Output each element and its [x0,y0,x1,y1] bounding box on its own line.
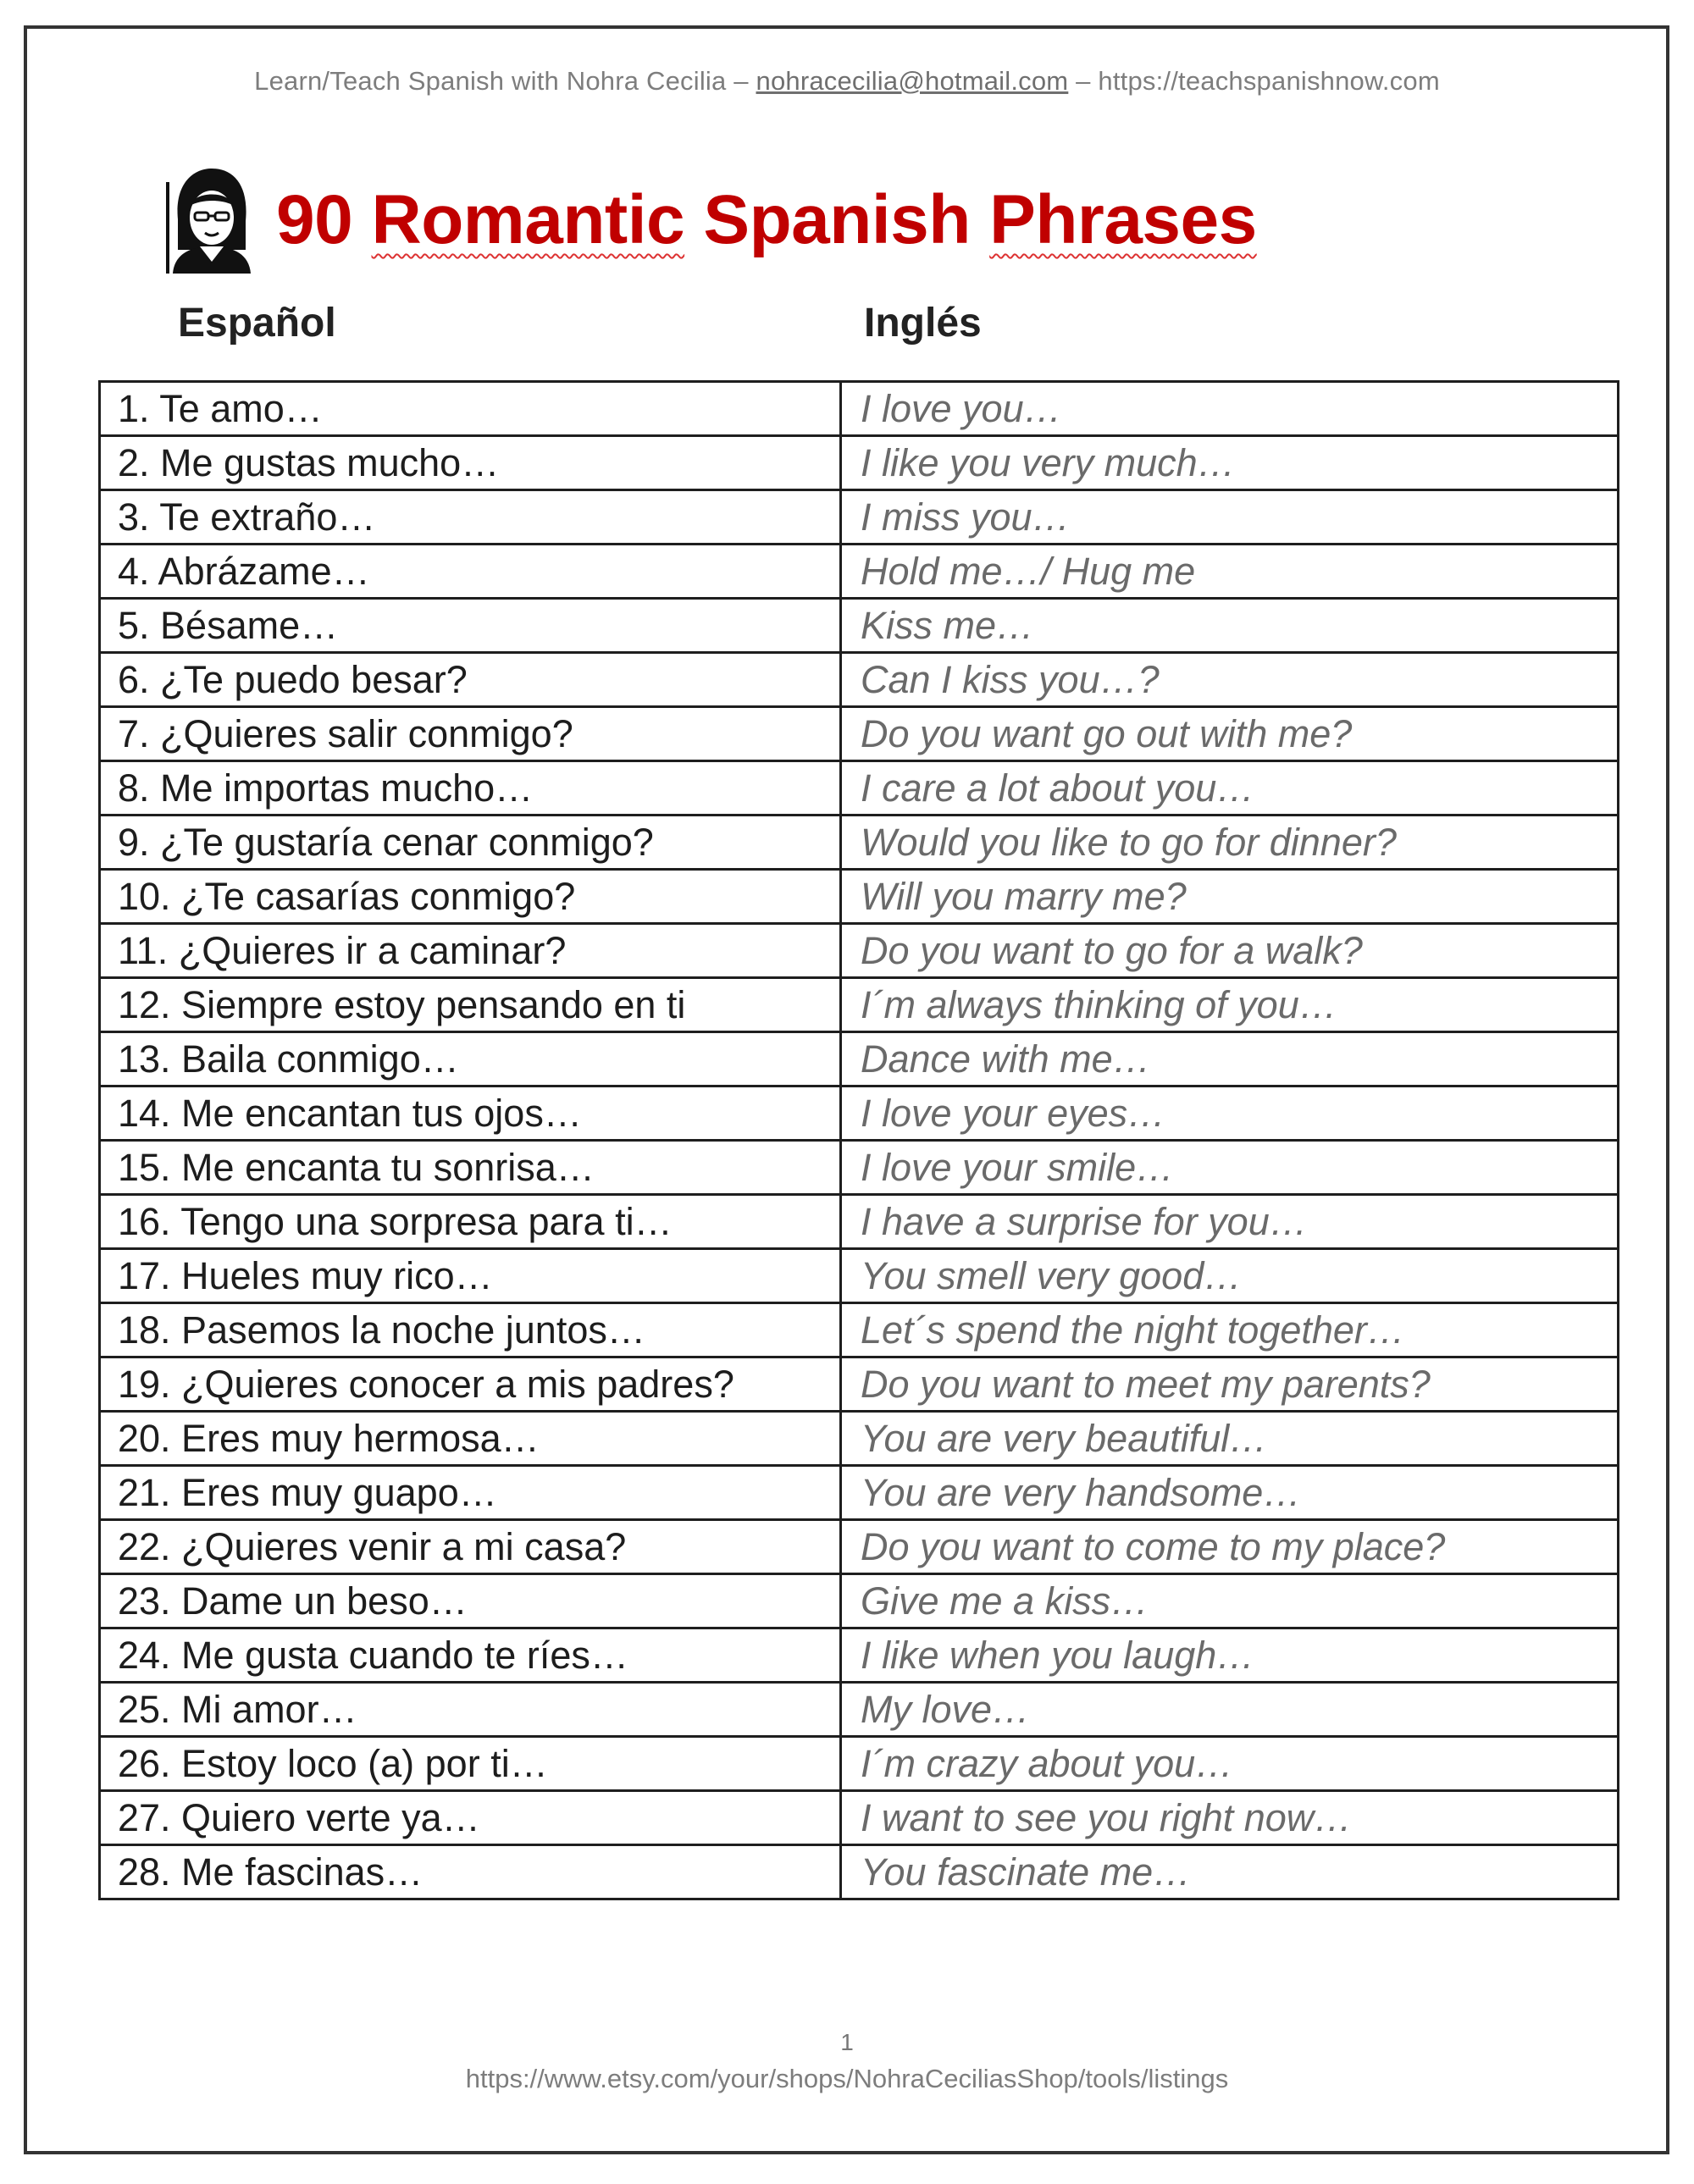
table-row [100,1357,1619,1412]
table-row [100,436,1619,490]
spanish-phrase-cell: 8. Me importas mucho… [100,761,841,816]
english-translation-cell: I have a surprise for you… [841,1195,1619,1249]
spanish-phrase-cell: 1. Te amo… [100,382,841,436]
spanish-phrase-cell: 6. ¿Te puedo besar? [100,653,841,707]
table-row [100,490,1619,545]
table-row [100,653,1619,707]
spanish-phrase-cell: 20. Eres muy hermosa… [100,1412,841,1466]
page-header [0,66,1694,97]
table-row [100,707,1619,761]
table-row [100,1628,1619,1683]
table-row [100,1466,1619,1520]
english-translation-cell: I love your smile… [841,1141,1619,1195]
spanish-phrase-cell: 16. Tengo una sorpresa para ti… [100,1195,841,1249]
english-translation-cell: I like when you laugh… [841,1628,1619,1683]
table-row [100,924,1619,978]
teacher-avatar-icon [161,165,261,275]
table-row [100,599,1619,653]
english-translation-cell: I like you very much… [841,436,1619,490]
spanish-phrase-cell: 17. Hueles muy rico… [100,1249,841,1303]
spanish-phrase-cell: 21. Eres muy guapo… [100,1466,841,1520]
english-translation-cell: Do you want to go for a walk? [841,924,1619,978]
title-word-phrases: Phrases [989,181,1257,258]
spanish-phrase-cell: 24. Me gusta cuando te ríes… [100,1628,841,1683]
spanish-phrase-cell: 10. ¿Te casarías conmigo? [100,870,841,924]
spanish-phrase-cell: 25. Mi amor… [100,1683,841,1737]
table-row [100,870,1619,924]
english-translation-cell: Would you like to go for dinner? [841,816,1619,870]
english-translation-cell: You are very beautiful… [841,1412,1619,1466]
table-row [100,1303,1619,1357]
english-translation-cell: Dance with me… [841,1032,1619,1086]
english-translation-cell: I love you… [841,382,1619,436]
header-email-link[interactable]: nohracecilia@hotmail.com [756,66,1069,96]
table-row [100,1683,1619,1737]
spanish-phrase-cell: 12. Siempre estoy pensando en ti [100,978,841,1032]
english-translation-cell: I love your eyes… [841,1086,1619,1141]
header-prefix: Learn/Teach Spanish with Nohra Cecilia – [254,66,756,96]
spanish-phrase-cell: 26. Estoy loco (a) por ti… [100,1737,841,1791]
spanish-phrase-cell: 11. ¿Quieres ir a caminar? [100,924,841,978]
table-row [100,1195,1619,1249]
english-translation-cell: Kiss me… [841,599,1619,653]
english-translation-cell: I´m crazy about you… [841,1737,1619,1791]
spanish-phrase-cell: 14. Me encantan tus ojos… [100,1086,841,1141]
english-translation-cell: I´m always thinking of you… [841,978,1619,1032]
table-row [100,1086,1619,1141]
english-translation-cell: Hold me…/ Hug me [841,545,1619,599]
english-translation-cell: Give me a kiss… [841,1574,1619,1628]
table-row [100,1845,1619,1899]
english-translation-cell: You are very handsome… [841,1466,1619,1520]
spanish-phrase-cell: 27. Quiero verte ya… [100,1791,841,1845]
table-row [100,816,1619,870]
english-translation-cell: Will you marry me? [841,870,1619,924]
table-row [100,1791,1619,1845]
spanish-phrase-cell: 13. Baila conmigo… [100,1032,841,1086]
title-row [161,161,1257,279]
column-heading-english: Inglés [864,301,982,346]
table-row [100,1032,1619,1086]
table-row [100,1141,1619,1195]
spanish-phrase-cell: 28. Me fascinas… [100,1845,841,1899]
english-translation-cell: I care a lot about you… [841,761,1619,816]
english-translation-cell: My love… [841,1683,1619,1737]
phrases-table [98,380,1619,1900]
english-translation-cell: I miss you… [841,490,1619,545]
english-translation-cell: Do you want to meet my parents? [841,1357,1619,1412]
table-row [100,761,1619,816]
title-number: 90 [276,181,372,258]
phrases-table-body [100,382,1619,1899]
english-translation-cell: Can I kiss you…? [841,653,1619,707]
spanish-phrase-cell: 18. Pasemos la noche juntos… [100,1303,841,1357]
footer-url[interactable]: https://www.etsy.com/your/shops/NohraCeciliasShop/tools/listings [465,2064,1229,2093]
table-row [100,1737,1619,1791]
header-suffix: – https://teachspanishnow.com [1068,66,1440,96]
spanish-phrase-cell: 7. ¿Quieres salir conmigo? [100,707,841,761]
spanish-phrase-cell: 9. ¿Te gustaría cenar conmigo? [100,816,841,870]
spanish-phrase-cell: 2. Me gustas mucho… [100,436,841,490]
table-row [100,978,1619,1032]
spanish-phrase-cell: 23. Dame un beso… [100,1574,841,1628]
table-row [100,1574,1619,1628]
title-word-spanish: Spanish [684,181,990,258]
english-translation-cell: Do you want go out with me? [841,707,1619,761]
table-row [100,1520,1619,1574]
title-word-romantic: Romantic [371,181,685,258]
page-number: 1 [840,2029,854,2055]
english-translation-cell: I want to see you right now… [841,1791,1619,1845]
english-translation-cell: Do you want to come to my place? [841,1520,1619,1574]
table-row [100,545,1619,599]
spanish-phrase-cell: 4. Abrázame… [100,545,841,599]
spanish-phrase-cell: 19. ¿Quieres conocer a mis padres? [100,1357,841,1412]
english-translation-cell: Let´s spend the night together… [841,1303,1619,1357]
table-row [100,1412,1619,1466]
table-row [100,382,1619,436]
spanish-phrase-cell: 3. Te extraño… [100,490,841,545]
spanish-phrase-cell: 5. Bésame… [100,599,841,653]
english-translation-cell: You smell very good… [841,1249,1619,1303]
column-heading-spanish: Español [178,301,336,346]
spanish-phrase-cell: 15. Me encanta tu sonrisa… [100,1141,841,1195]
page-title [276,180,1257,260]
english-translation-cell: You fascinate me… [841,1845,1619,1899]
table-row [100,1249,1619,1303]
spanish-phrase-cell: 22. ¿Quieres venir a mi casa? [100,1520,841,1574]
